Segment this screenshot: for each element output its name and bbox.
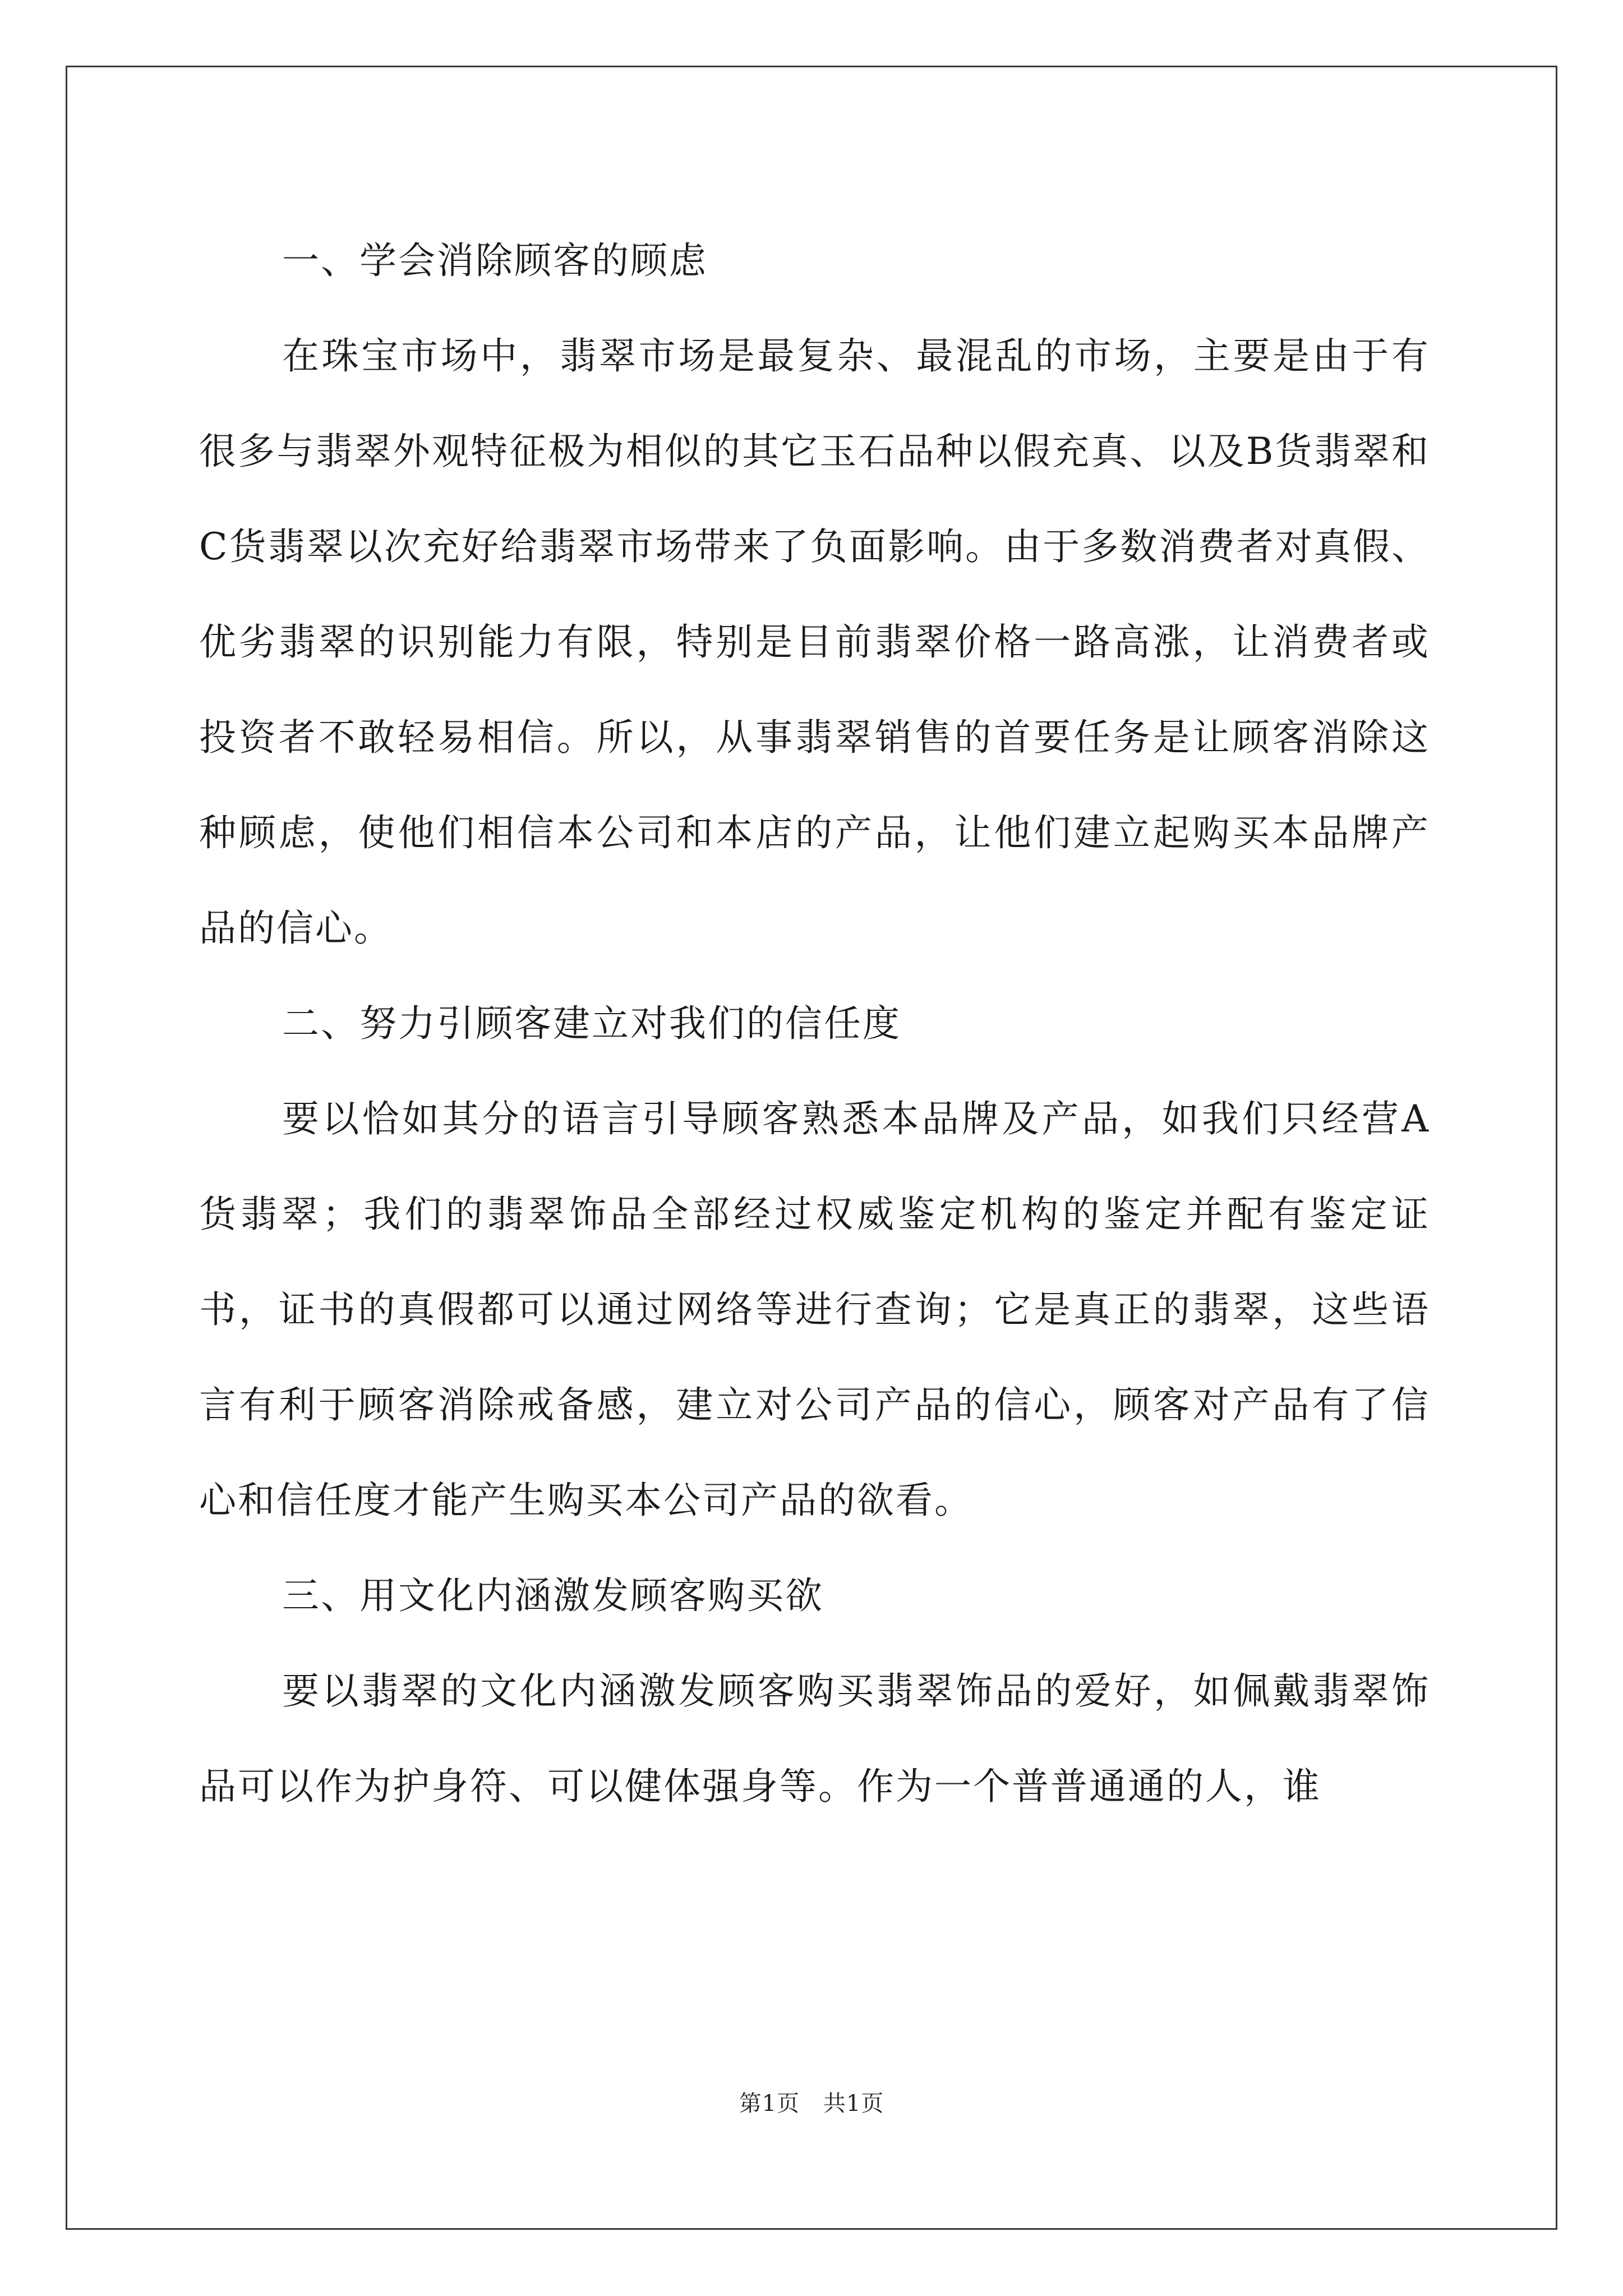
section-3-paragraph: 要以翡翠的文化内涵激发顾客购买翡翠饰品的爱好，如佩戴翡翠饰品可以作为护身符、可以健体强身等。作为一个普普通通的人，谁 bbox=[199, 1669, 1430, 1808]
section-2-heading: 二、努力引顾客建立对我们的信任度 bbox=[282, 1002, 901, 1045]
section-3-heading: 三、用文化内涵激发顾客购买欲 bbox=[282, 1574, 824, 1617]
document-body bbox=[199, 213, 1430, 1834]
section-2-paragraph: 要以恰如其分的语言引导顾客熟悉本品牌及产品，如我们只经营A货翡翠；我们的翡翠饰品全部经过权威鉴定机构的鉴定并配有鉴定证书，证书的真假都可以通过网络等进行查询；它是真正的翡翠，这些语言有利于顾客消除戒备感，建立对公司产品的信心，顾客对产品有了信心和信任度才能产生购买本公司产品的欲看。 bbox=[199, 1097, 1430, 1522]
section-1-paragraph: 在珠宝市场中，翡翠市场是最复杂、最混乱的市场，主要是由于有很多与翡翠外观特征极为相似的其它玉石品种以假充真、以及B货翡翠和C货翡翠以次充好给翡翠市场带来了负面影响。由于多数消费者对真假、优劣翡翠的识别能力有限，特别是目前翡翠价格一路高涨，让消费者或投资者不敢轻易相信。所以，从事翡翠销售的首要任务是让顾客消除这种顾虑，使他们相信本公司和本店的产品，让他们建立起购买本品牌产品的信心。 bbox=[199, 334, 1430, 950]
page-number-current: 第1页 bbox=[739, 2091, 800, 2116]
section-1-heading: 一、学会消除顾客的顾虑 bbox=[282, 239, 708, 282]
page-footer bbox=[0, 2086, 1623, 2118]
page-number-total: 共1页 bbox=[823, 2091, 884, 2116]
